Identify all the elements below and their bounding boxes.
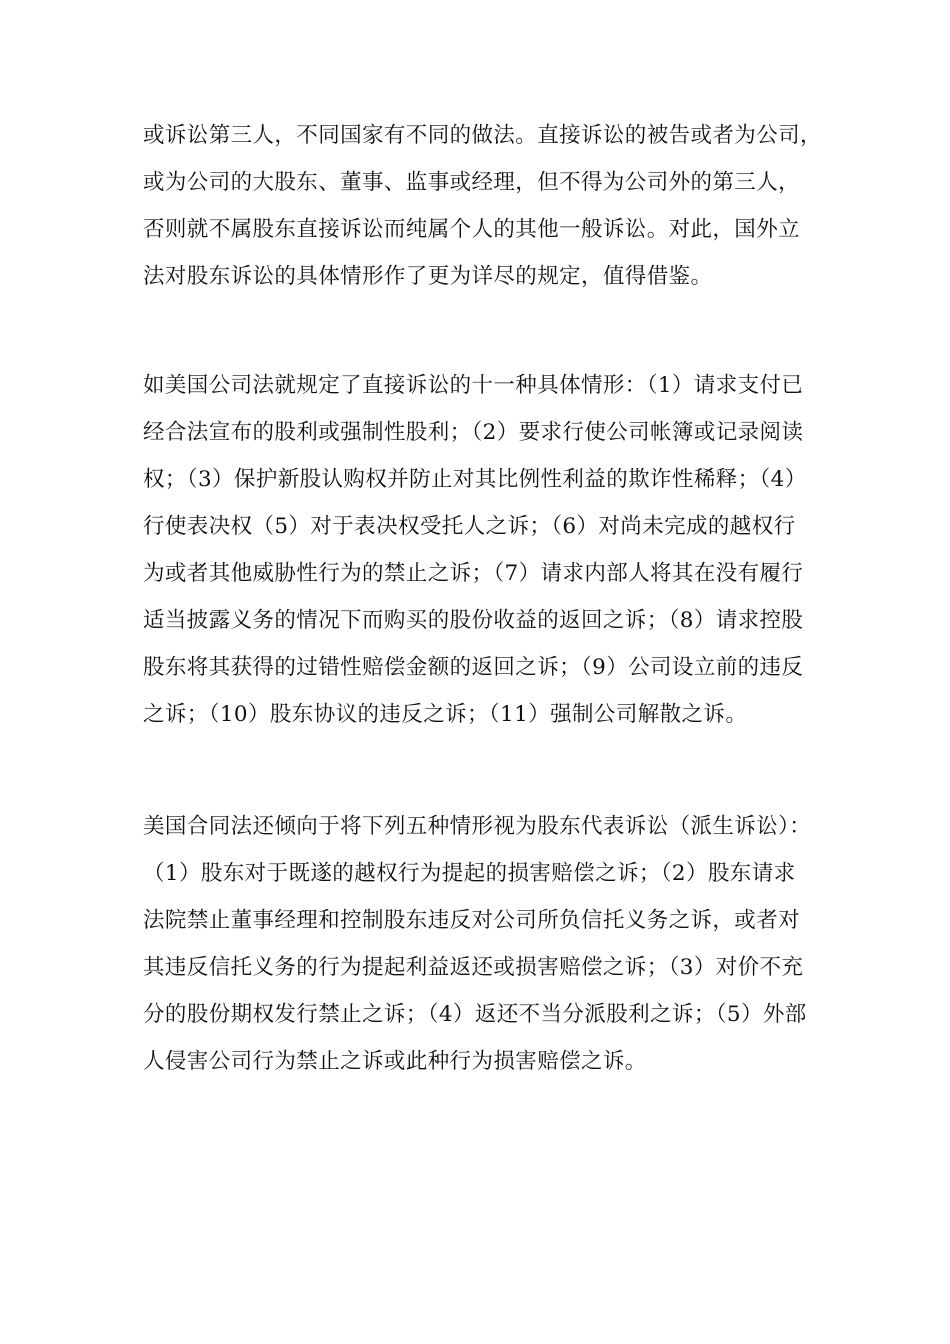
paragraph-2 — [143, 362, 811, 738]
text-line: 为或者其他威胁性行为的禁止之诉；（7）请求内部人将其在没有履行 — [143, 561, 804, 586]
paragraph-1 — [143, 112, 822, 300]
text-line: 其违反信托义务的行为提起利益返还或损害赔偿之诉；（3）对价不充 — [143, 955, 804, 980]
text-line: 美国合同法还倾向于将下列五种情形视为股东代表诉讼（派生诉讼）： — [143, 814, 812, 839]
text-line: 经合法宣布的股利或强制性股利；（2）要求行使公司帐簿或记录阅读 — [143, 420, 804, 445]
text-line: 或为公司的大股东、董事、监事或经理，但不得为公司外的第三人， — [143, 170, 801, 195]
text-line: 否则就不属股东直接诉讼而纯属个人的其他一般诉讼。对此，国外立 — [143, 217, 801, 242]
text-line: 法院禁止董事经理和控制股东违反对公司所负信托义务之诉，或者对 — [143, 908, 801, 933]
text-line: 行使表决权（5）对于表决权受托人之诉；（6）对尚未完成的越权行 — [143, 514, 796, 539]
text-line: 如美国公司法就规定了直接诉讼的十一种具体情形：（1）请求支付已 — [143, 373, 804, 398]
text-line: 人侵害公司行为禁止之诉或此种行为损害赔偿之诉。 — [143, 1049, 647, 1074]
text-line: 权；（3）保护新股认购权并防止对其比例性利益的欺诈性稀释；（4） — [143, 467, 807, 492]
text-line: 法对股东诉讼的具体情形作了更为详尽的规定，值得借鉴。 — [143, 264, 713, 289]
text-line: 股东将其获得的过错性赔偿金额的返回之诉；（9）公司设立前的违反 — [143, 655, 804, 680]
text-line: 适当披露义务的情况下而购买的股份收益的返回之诉；（8）请求控股 — [143, 608, 804, 633]
text-line: （1）股东对于既遂的越权行为提起的损害赔偿之诉；（2）股东请求 — [143, 861, 796, 886]
text-line: 分的股份期权发行禁止之诉；（4）返还不当分派股利之诉；（5）外部 — [143, 1002, 807, 1027]
text-line: 之诉；（10）股东协议的违反之诉；（11）强制公司解散之诉。 — [143, 702, 748, 727]
text-line: 或诉讼第三人，不同国家有不同的做法。直接诉讼的被告或者为公司， — [143, 123, 822, 148]
paragraph-3 — [143, 803, 811, 1085]
